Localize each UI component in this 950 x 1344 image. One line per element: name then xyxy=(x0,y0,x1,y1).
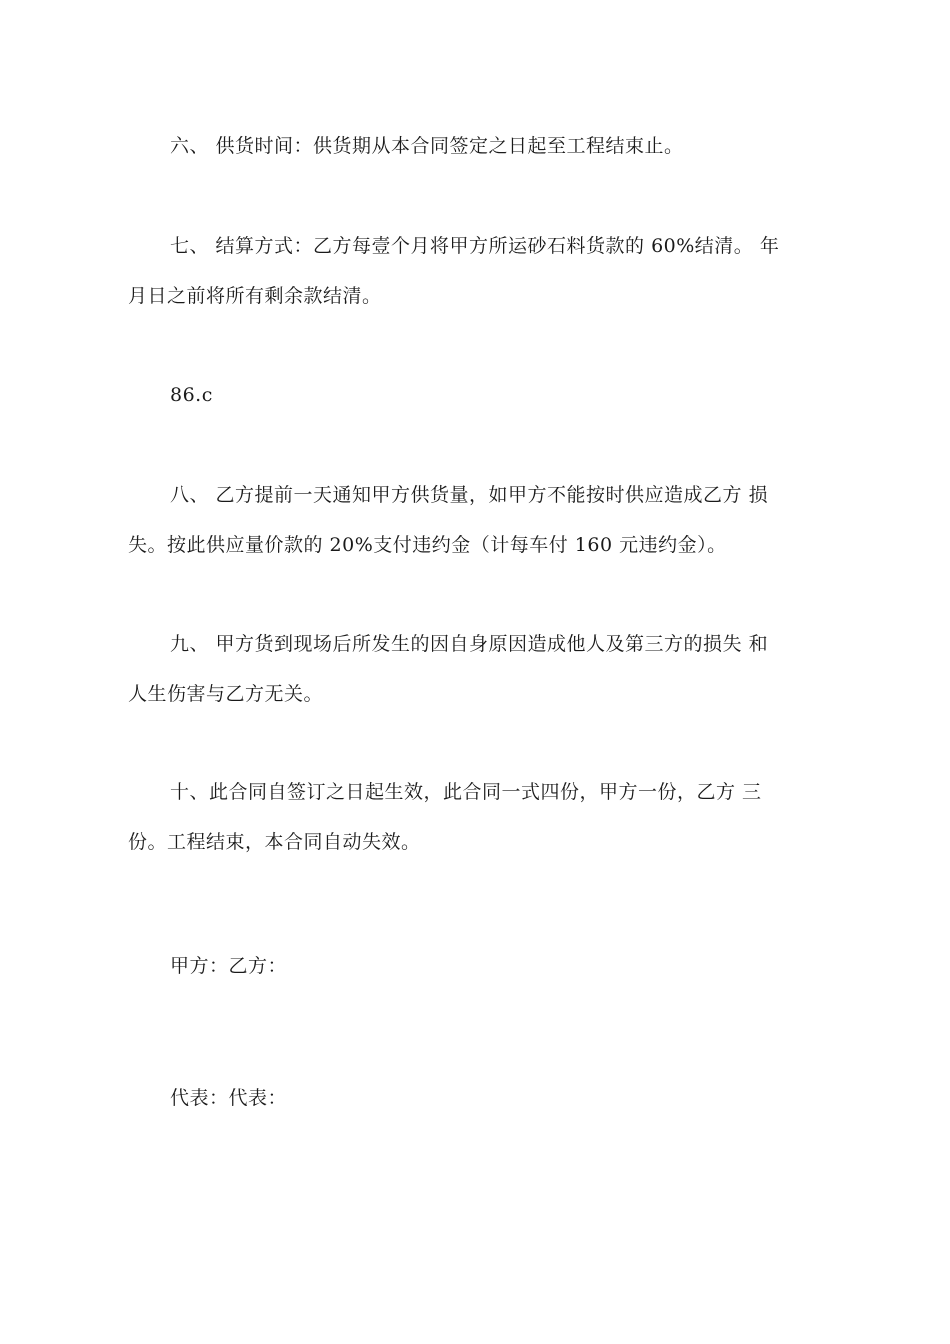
clause-8-line-1: 八、 乙方提前一天通知甲方供货量，如甲方不能按时供应造成乙方 损 xyxy=(170,484,769,506)
stray-text xyxy=(128,370,828,420)
clause-10-line-2: 份。工程结束，本合同自动失效。 xyxy=(128,831,421,853)
clause-9-liability xyxy=(128,619,828,719)
parties-signature-line xyxy=(128,941,828,991)
clause-10-effectiveness xyxy=(128,767,828,867)
clause-8-notice xyxy=(128,470,828,570)
stray-text-line: 86.c xyxy=(170,384,213,406)
clause-7-line-1: 七、 结算方式：乙方每壹个月将甲方所运砂石料货款的 60%结清。 年 xyxy=(170,235,780,257)
clause-7-line-2: 月日之前将所有剩余款结清。 xyxy=(128,285,382,307)
parties-label: 甲方：乙方： xyxy=(170,955,288,977)
representatives-label: 代表：代表： xyxy=(170,1087,288,1109)
clause-8-line-2: 失。按此供应量价款的 20%支付违约金（计每车付 160 元违约金）。 xyxy=(128,534,727,556)
clause-9-line-1: 九、 甲方货到现场后所发生的因自身原因造成他人及第三方的损失 和 xyxy=(170,633,769,655)
clause-7-settlement xyxy=(128,221,828,321)
representatives-signature-line xyxy=(128,1073,828,1123)
clause-9-line-2: 人生伤害与乙方无关。 xyxy=(128,683,324,705)
clause-6-supply-time xyxy=(128,121,828,171)
clause-6-line-1: 六、 供货时间：供货期从本合同签定之日起至工程结束止。 xyxy=(170,135,684,157)
clause-10-line-1: 十、此合同自签订之日起生效，此合同一式四份，甲方一份，乙方 三 xyxy=(170,781,762,803)
